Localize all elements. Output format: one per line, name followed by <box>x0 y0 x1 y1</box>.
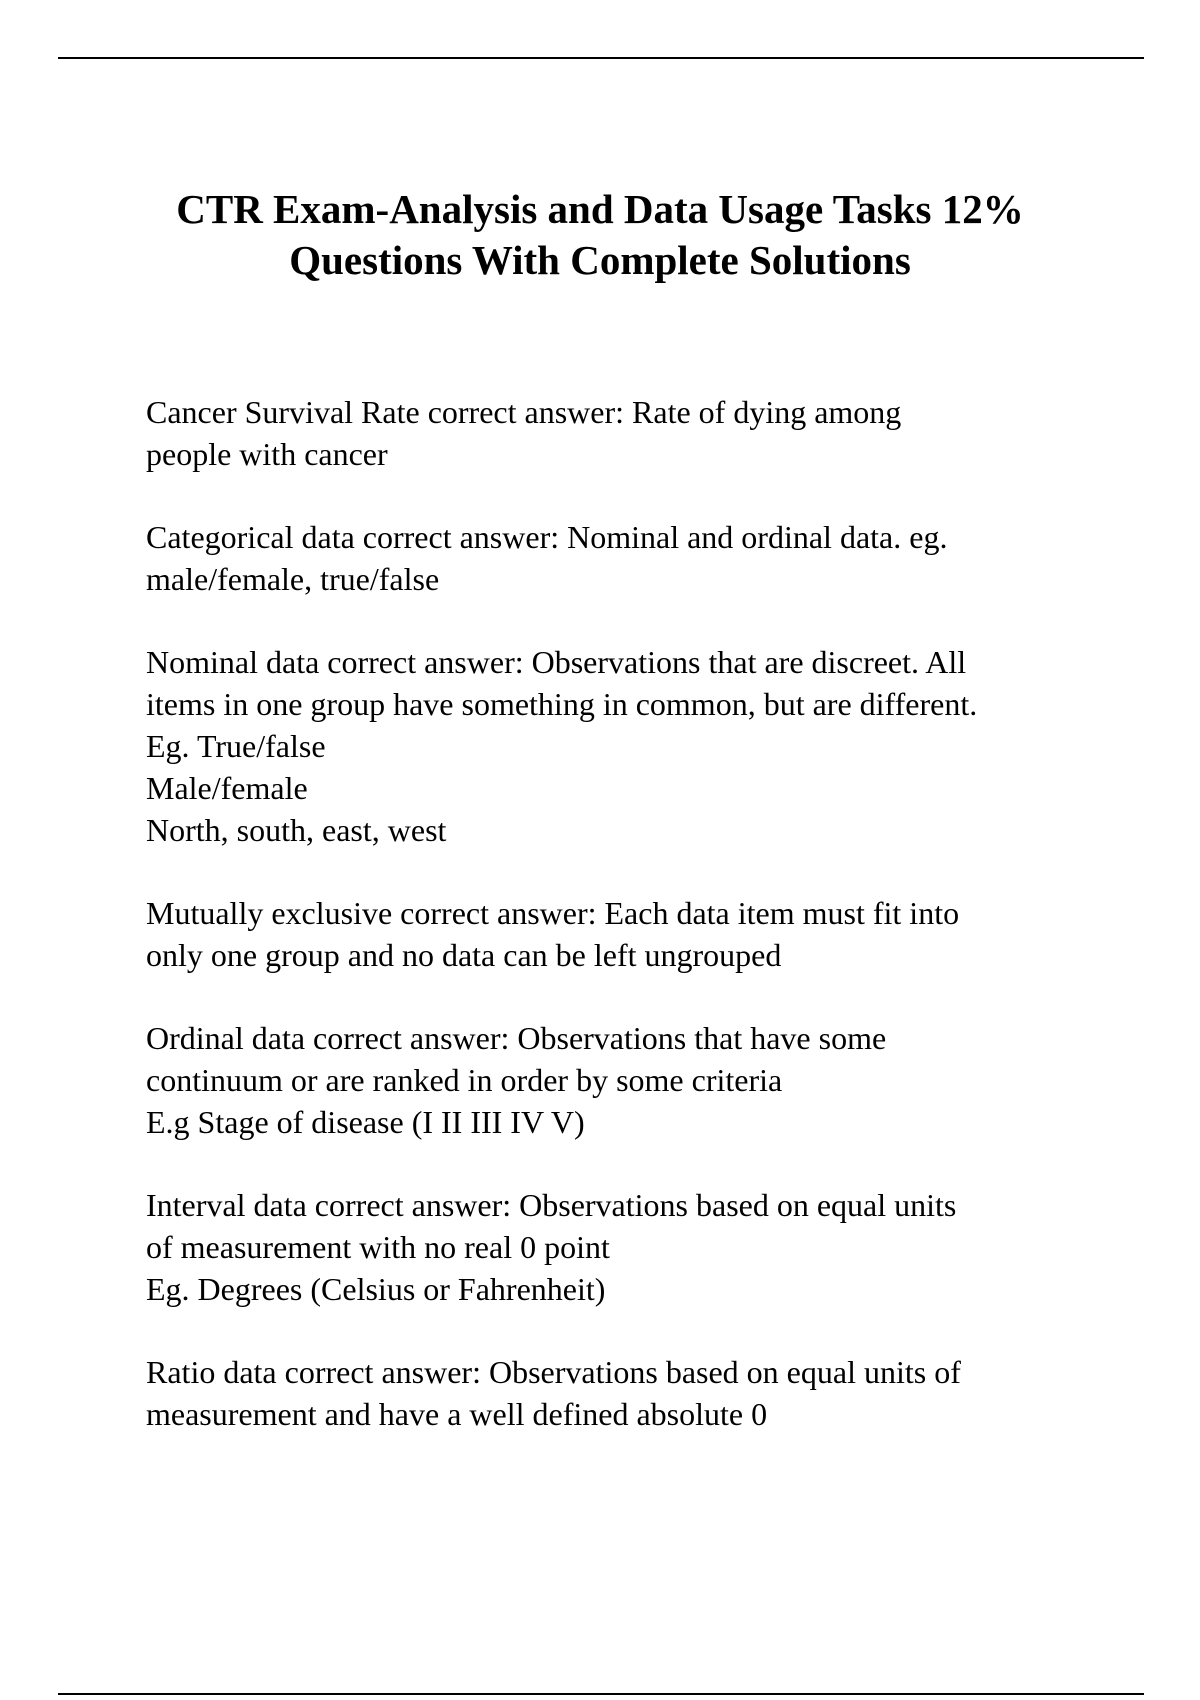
qa-line: of measurement with no real 0 point <box>146 1229 610 1265</box>
qa-line: North, south, east, west <box>146 812 447 848</box>
qa-entry-ratio-data <box>146 1351 1146 1435</box>
qa-entry-nominal-data <box>146 641 1146 851</box>
qa-line: items in one group have something in common, but are different. <box>146 686 978 722</box>
qa-line: only one group and no data can be left ungrouped <box>146 937 782 973</box>
qa-line: E.g Stage of disease (I II III IV V) <box>146 1104 585 1140</box>
page-title <box>80 184 1120 286</box>
qa-line: Ordinal data correct answer: Observations that have some <box>146 1020 887 1056</box>
qa-entry-cancer-survival-rate <box>146 391 1146 475</box>
header-rule <box>58 57 1144 59</box>
title-line-1: CTR Exam-Analysis and Data Usage Tasks 12% <box>176 186 1024 232</box>
qa-entry-mutually-exclusive <box>146 892 1146 976</box>
qa-line: Mutually exclusive correct answer: Each data item must fit into <box>146 895 960 931</box>
qa-line: measurement and have a well defined absolute 0 <box>146 1396 768 1432</box>
qa-line: male/female, true/false <box>146 561 440 597</box>
qa-line: Cancer Survival Rate correct answer: Rate of dying among <box>146 394 902 430</box>
qa-line: people with cancer <box>146 436 388 472</box>
qa-entry-interval-data <box>146 1184 1146 1310</box>
qa-line: Interval data correct answer: Observations based on equal units <box>146 1187 957 1223</box>
footer-rule <box>58 1693 1144 1695</box>
qa-line: Nominal data correct answer: Observations that are discreet. All <box>146 644 967 680</box>
title-line-2: Questions With Complete Solutions <box>289 237 911 283</box>
qa-entry-categorical-data <box>146 516 1146 600</box>
qa-entry-ordinal-data <box>146 1017 1146 1143</box>
qa-line: Ratio data correct answer: Observations based on equal units of <box>146 1354 961 1390</box>
qa-line: Categorical data correct answer: Nominal and ordinal data. eg. <box>146 519 948 555</box>
qa-list <box>146 391 1146 1476</box>
qa-line: continuum or are ranked in order by some criteria <box>146 1062 783 1098</box>
qa-line: Male/female <box>146 770 308 806</box>
qa-line: Eg. True/false <box>146 728 326 764</box>
qa-line: Eg. Degrees (Celsius or Fahrenheit) <box>146 1271 606 1307</box>
